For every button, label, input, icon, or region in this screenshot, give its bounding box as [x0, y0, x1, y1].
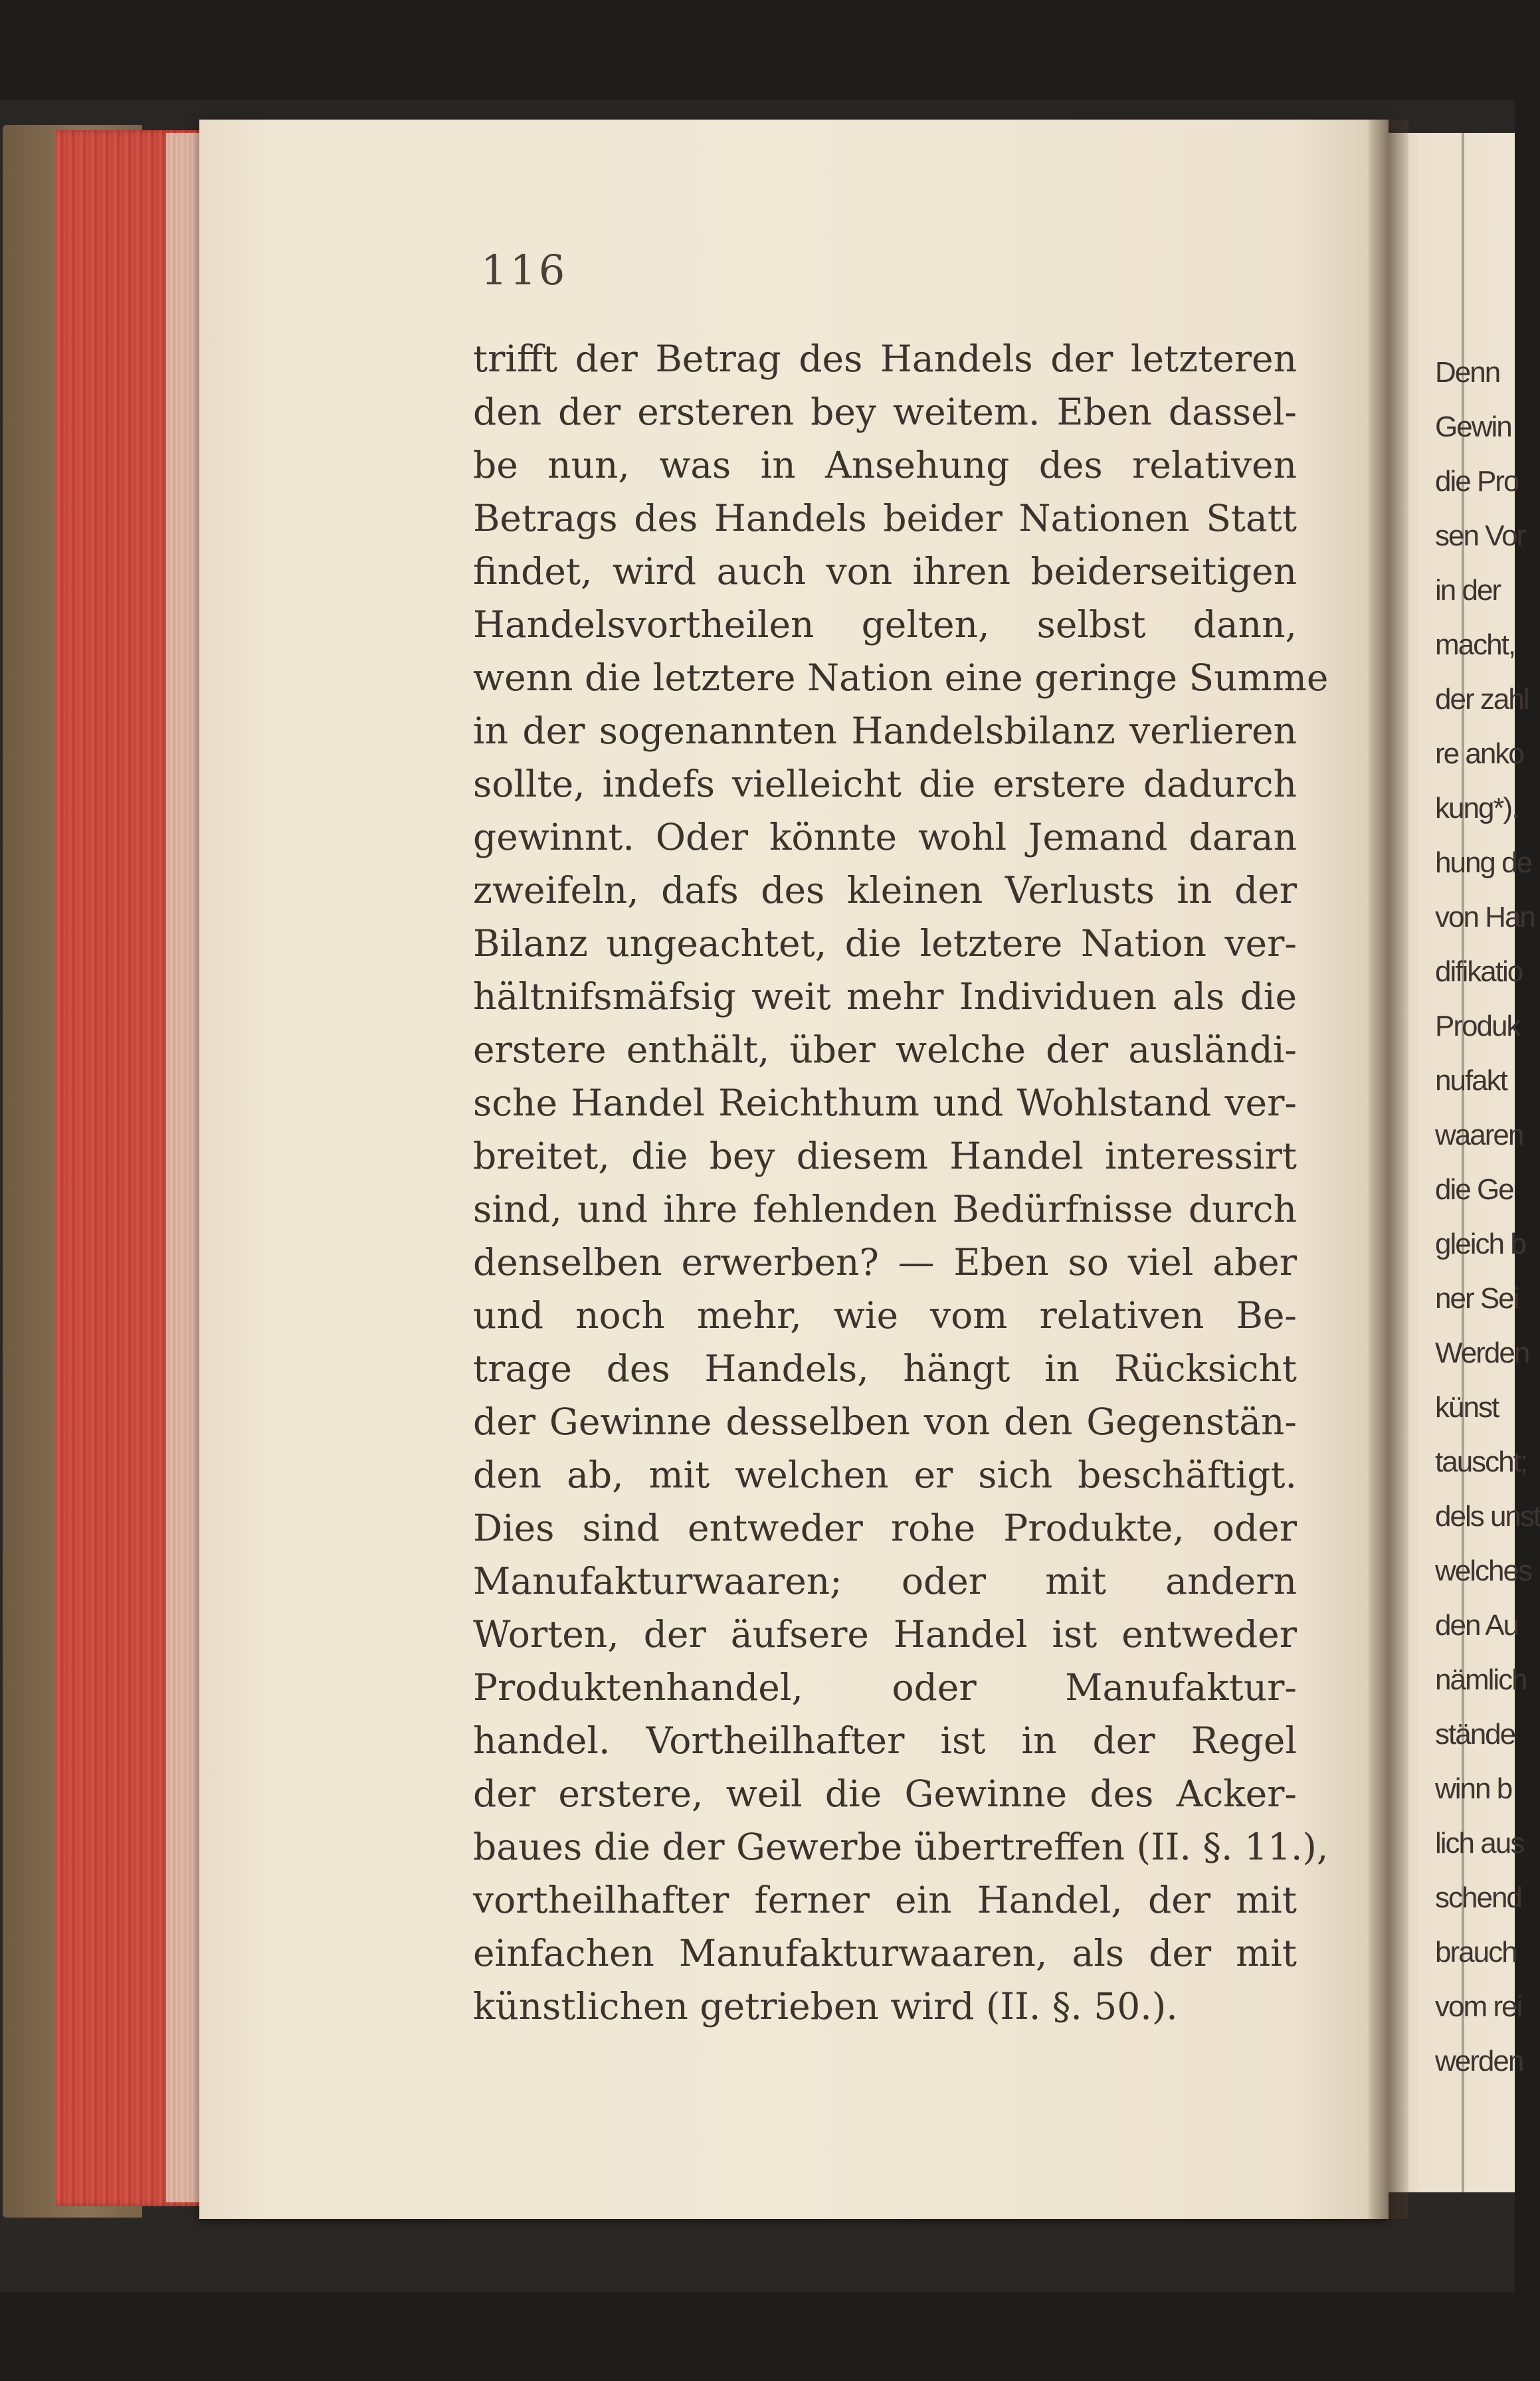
facing-text-line: lich aus — [1435, 1827, 1524, 1859]
text-line: den der ersteren bey weitem. Eben dassel- — [473, 391, 1297, 433]
facing-text-line: dels unst — [1435, 1500, 1540, 1533]
page-text-block — [473, 332, 1329, 2033]
text-line: Betrags des Handels beider Nationen Statt — [473, 497, 1297, 539]
facing-text-line: die Pro — [1435, 465, 1519, 498]
text-line: sollte, indefs vielleicht die erstere dadurch — [473, 763, 1297, 805]
text-line: Worten, der äufsere Handel ist entweder — [473, 1613, 1297, 1656]
facing-text-line: macht, — [1435, 628, 1515, 661]
facing-text-line: der zahl — [1435, 683, 1529, 715]
text-line: sche Handel Reichthum und Wohlstand ver- — [473, 1082, 1297, 1124]
text-line: trage des Handels, hängt in Rücksicht — [473, 1347, 1297, 1390]
facing-text-line: Produk — [1435, 1010, 1520, 1042]
facing-text-line: welches — [1435, 1555, 1531, 1587]
facing-text-line: ner Sei — [1435, 1282, 1519, 1315]
text-line: in der sogenannten Handelsbilanz verlieren — [473, 710, 1297, 752]
facing-text-line: brauch — [1435, 1936, 1517, 1968]
text-line: baues die der Gewerbe übertreffen (II. §. 11.), — [473, 1826, 1329, 1868]
facing-text-line: Denn — [1435, 356, 1500, 389]
facing-text-line: gleich b — [1435, 1228, 1525, 1260]
text-line: Handelsvortheilen gelten, selbst dann, — [473, 603, 1297, 646]
text-line: vortheilhafter ferner ein Handel, der mit — [473, 1879, 1297, 1921]
text-line: den ab, mit welchen er sich beschäftigt. — [473, 1454, 1297, 1496]
facing-text-line: werden — [1435, 2045, 1523, 2077]
facing-text-line: künst — [1435, 1391, 1499, 1424]
facing-text-line: hung de — [1435, 846, 1532, 879]
text-line: wenn die letztere Nation eine geringe Summe — [473, 656, 1329, 699]
facing-page-text — [1435, 345, 1540, 2089]
text-line: Bilanz ungeachtet, die letztere Nation ver- — [473, 922, 1297, 965]
text-line: zweifeln, dafs des kleinen Verlusts in der — [473, 869, 1297, 911]
text-line: Produktenhandel, oder Manufaktur- — [473, 1666, 1297, 1709]
facing-text-line: vom rei — [1435, 1990, 1522, 2023]
text-line: Manufakturwaaren; oder mit andern — [473, 1560, 1297, 1602]
book-gutter — [1369, 120, 1408, 2219]
text-line: der erstere, weil die Gewinne des Acker- — [473, 1772, 1297, 1815]
text-line: breitet, die bey diesem Handel interessirt — [473, 1135, 1297, 1177]
facing-text-line: sen Vor — [1435, 520, 1525, 552]
text-line: handel. Vortheilhafter ist in der Regel — [473, 1719, 1297, 1762]
facing-text-line: re anko — [1435, 737, 1523, 770]
text-line: denselben erwerben? — Eben so viel aber — [473, 1241, 1297, 1284]
facing-text-line: von Han — [1435, 901, 1535, 933]
facing-text-line: den Au — [1435, 1609, 1519, 1642]
text-line: trifft der Betrag des Handels der letzteren — [473, 337, 1297, 380]
text-line: Dies sind entweder rohe Produkte, oder — [473, 1507, 1297, 1549]
facing-text-line: difikatio — [1435, 955, 1523, 988]
text-line: und noch mehr, wie vom relativen Be- — [473, 1294, 1297, 1337]
text-line: künstlichen getrieben wird (II. §. 50.). — [473, 1985, 1178, 2028]
facing-text-line: die Ge — [1435, 1173, 1513, 1206]
facing-text-line: Gewin — [1435, 411, 1511, 443]
text-line: be nun, was in Ansehung des relativen — [473, 444, 1297, 486]
text-line: sind, und ihre fehlenden Bedürfnisse durch — [473, 1188, 1297, 1230]
facing-text-line: tauscht; — [1435, 1446, 1527, 1478]
facing-text-line: stände — [1435, 1718, 1515, 1751]
facing-text-line: kung*). — [1435, 792, 1519, 824]
facing-text-line: nämlich — [1435, 1664, 1527, 1696]
facing-text-line: in der — [1435, 574, 1501, 607]
text-line: gewinnt. Oder könnte wohl Jemand daran — [473, 816, 1297, 858]
facing-text-line: schend — [1435, 1881, 1521, 1914]
text-line: hältnifsmäfsig weit mehr Individuen als die — [473, 975, 1297, 1018]
facing-text-line: nufakt — [1435, 1064, 1507, 1097]
facing-text-line: winn b — [1435, 1772, 1512, 1805]
facing-text-line: waaren — [1435, 1119, 1523, 1151]
text-line: erstere enthält, über welche der ausländi- — [473, 1028, 1297, 1071]
page-number: 116 — [481, 246, 568, 294]
text-line: der Gewinne desselben von den Gegenstän- — [473, 1400, 1297, 1443]
text-line: einfachen Manufakturwaaren, als der mit — [473, 1932, 1297, 1974]
facing-text-line: Werden — [1435, 1337, 1529, 1369]
text-line: findet, wird auch von ihren beiderseitigen — [473, 550, 1297, 593]
